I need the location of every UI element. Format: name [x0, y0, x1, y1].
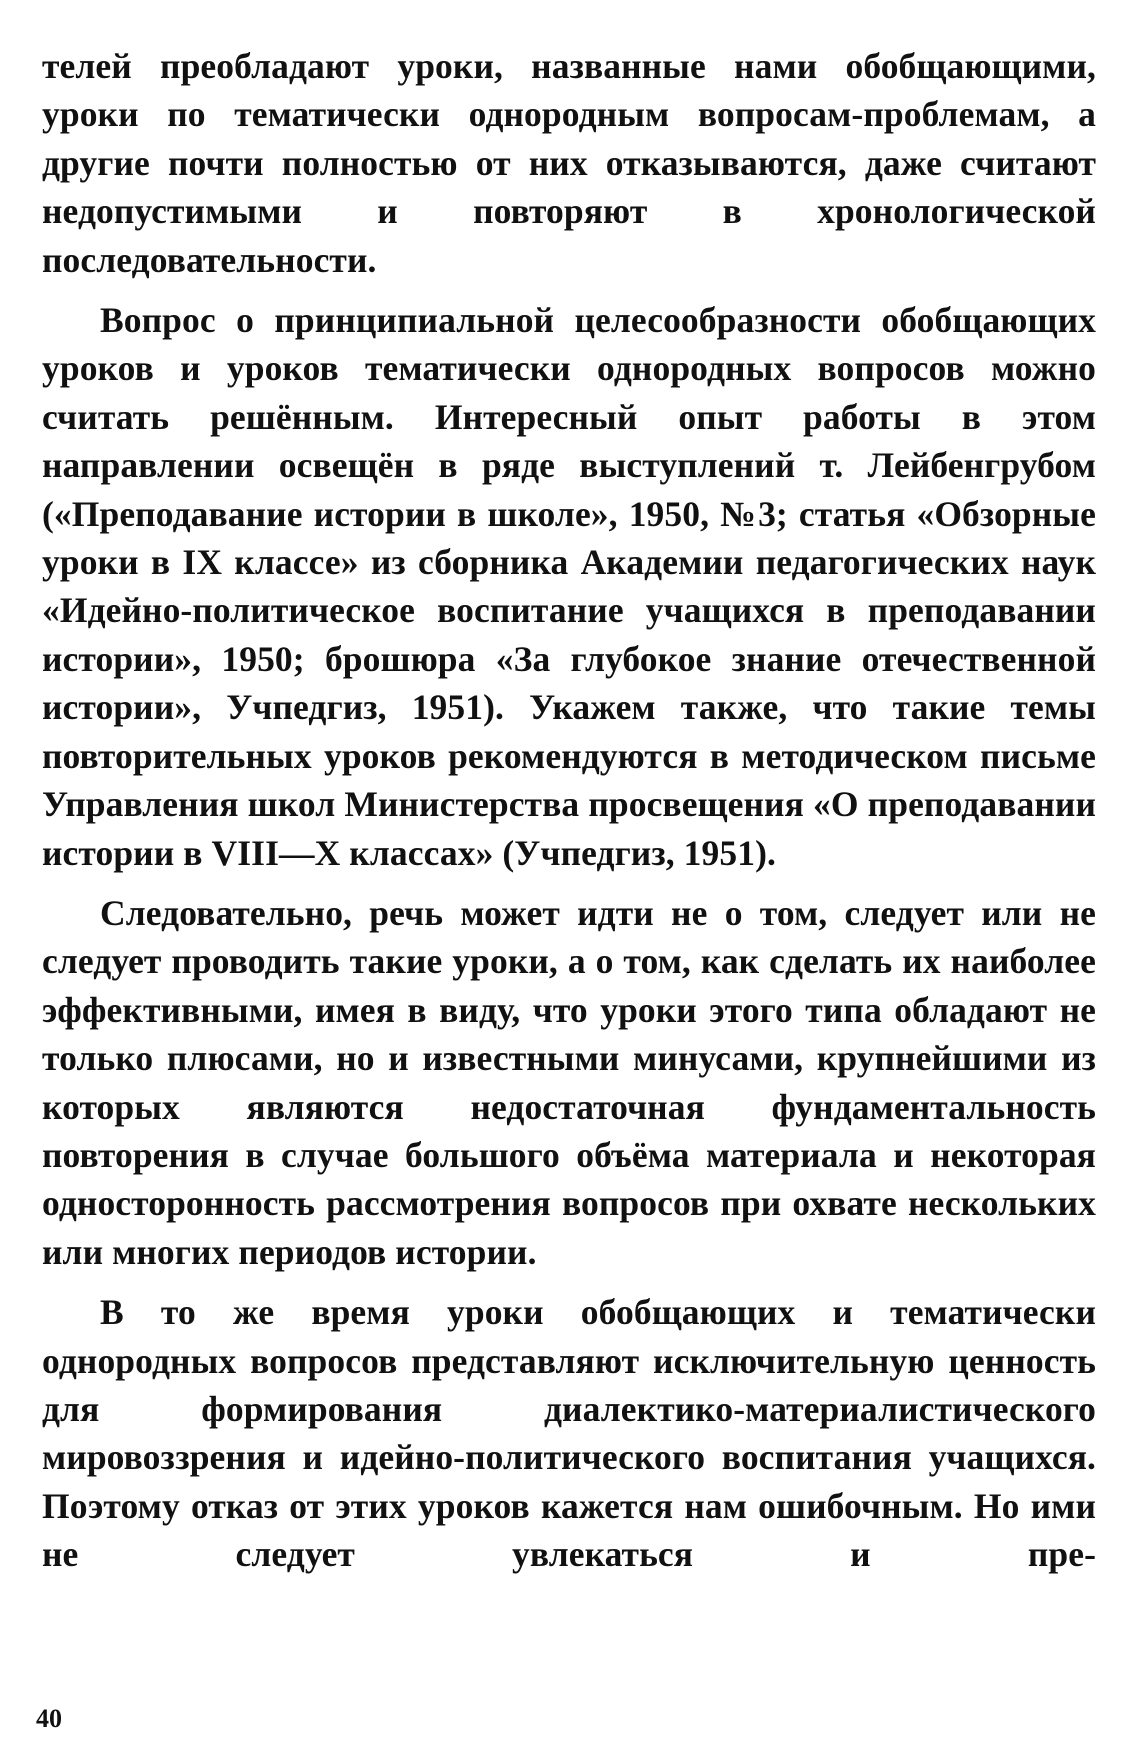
paragraph-2: Вопрос о принципиальной целесообразности обобщающих уроков и уроков тематически однородных вопросов можно считать решённым. Интересный опыт работы в этом направлении освещён в ряде выступлений т. Лейбенгрубом («Преподавание истории в школе», 1950, №3; статья «Обзорные уроки в IX классе» из сборника Академии педагогических наук «Идейно-политическое воспитание учащихся в преподавании истории», 1950; брошюра «За глубокое знание отечественной истории», Учпедгиз, 1951). Укажем также, что такие темы повторительных уроков рекомендуются в методическом письме Управления школ Министерства просвещения «О преподавании истории в VIII—X классах» (Учпедгиз, 1951). [42, 300, 1096, 873]
paragraph-gap [42, 1276, 1096, 1288]
paragraph-3: Следовательно, речь может идти не о том, следует или не следует проводить такие уроки, а о том, как сделать их наиболее эффективными, имея в виду, что уроки этого типа обладают не только плюсами, но и известными минусами, крупнейшими из которых являются недостаточная фундаментальность повторения в случае большого объёма материала и некоторая односторонность рассмотрения вопросов при охвате нескольких или многих периодов истории. [42, 892, 1096, 1272]
paragraph-gap [42, 284, 1096, 296]
page-body [42, 42, 1096, 1722]
paragraph-gap [42, 877, 1096, 889]
paragraph-1: телей преобладают уроки, названные нами обобщающими, уроки по тематически однородным вопросам-проблемам, а другие почти полностью от них отказываются, даже считают недопустимыми и повторяют в хронологической последовательности. [42, 46, 1096, 280]
paragraph-4: В то же время уроки обобщающих и тематически однородных вопросов представляют исключительную ценность для формирования диалектико-материалистического мировоззрения и идейно-политического воспитания учащихся. Поэтому отказ от этих уроков кажется нам ошибочным. Но ими не следует увлекаться и пре- [42, 1292, 1096, 1575]
page-number: 40 [36, 1704, 62, 1733]
